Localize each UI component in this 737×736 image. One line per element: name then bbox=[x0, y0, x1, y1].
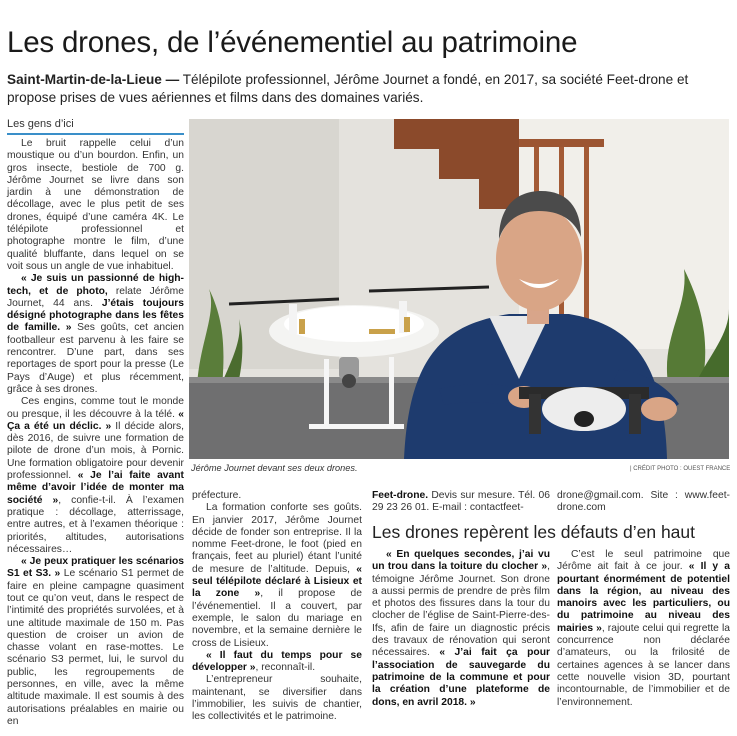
paragraph-text: , témoigne Jérôme Journet. Son drone a aussi permis de prendre de près film et photos des fissures dans la tour du clocher de l’église de Saint-Pierre-des-Ifs, afin de faire un diagnostic précis des travaux de rénovation qui seront nécessaires. bbox=[372, 561, 550, 659]
paragraph-text: , il propose de l’événementiel. Il a couvert, par exemple, le salon du mariage en novembre, et la semaine dernière le cross de Lisieux. bbox=[192, 588, 362, 649]
lead-text: Télépilote professionnel, Jérôme Journet a fondé, en 2017, sa société Feet-drone et propose prises de vues aériennes et films dans des domaines variés. bbox=[7, 72, 689, 105]
quote: « Je l’ai faite avant même d’avoir l’idée de monter ma société » bbox=[7, 470, 184, 506]
paragraph-text: Ses goûts, cet ancien footballeur est parvenu à les faire se rencontrer. D’une part, dans ses reportages de sport pour la presse (Le Pays d’Auge) et plus récemment, grâce à ses drones. bbox=[7, 322, 184, 395]
quote: « Je peux pratiquer les scénarios S1 et S3. » bbox=[7, 556, 184, 580]
paragraph bbox=[557, 490, 730, 515]
quote: « J’ai fait ça pour l’association de sauvegarde du patrimoine de la commune et pour la création d’une plateforme de dons, en avril 2018. » bbox=[372, 647, 550, 708]
quote: « Il faut du temps pour se développer » bbox=[192, 649, 362, 674]
quote: « Je suis un passionné de high-tech, et de photo, bbox=[7, 273, 184, 297]
dateline: Saint-Martin-de-la-Lieue — bbox=[7, 72, 180, 87]
quote: « seul télépilote déclaré à Lisieux et la zone » bbox=[192, 563, 362, 600]
paragraph-text: , confie-t-il. À l’examen pratique : décollage, atterrissage, entre autres, et à l’examen théorique : priorités, altitudes, autorisations nécessaires… bbox=[7, 494, 184, 555]
paragraph bbox=[192, 502, 362, 650]
column-4 bbox=[557, 549, 730, 709]
paragraph bbox=[192, 650, 362, 675]
paragraph-text: , reconnaît-il. bbox=[255, 662, 316, 674]
paragraph bbox=[192, 674, 362, 723]
paragraph bbox=[372, 549, 550, 709]
photo-illustration bbox=[189, 119, 729, 459]
article-headline: Les drones, de l’événementiel au patrimoine bbox=[7, 26, 578, 59]
paragraph-text: L’entrepreneur souhaite, maintenant, se diversifier dans l’immobilier, les suivis de chantier, les collectivités et le patrimoine. bbox=[192, 674, 362, 723]
paragraph-text: Il décide alors, dès 2016, de suivre une formation de pilote de drone d’un mois, à Pornic. Une formation obligatoire pour devenir professionnel. bbox=[7, 420, 184, 482]
paragraph bbox=[7, 556, 184, 728]
paragraph bbox=[7, 138, 184, 273]
contact-text: Devis sur mesure. Tél. 06 29 23 26 01. E-mail : contactfeet- bbox=[372, 490, 550, 514]
paragraph bbox=[192, 490, 362, 502]
sub-headline: Les drones repèrent les défauts d’en haut bbox=[372, 522, 695, 542]
contact-info-continued bbox=[557, 490, 730, 515]
quote: « Ça a été un déclic. » bbox=[7, 408, 184, 432]
paragraph-text: Le scénario S1 permet de faire en pleine campagne quasiment tout ce qu’on veut, dans le respect de l’intimité des propriétés survolées, et à une altitude maximale de 150 m. Pas question de croiser un avion de chasse volant en rase-mottes. Le scénario S3 permet, lui, le survol du public, les regroupements de personnes, en ville, avec la même altitude maximale. Il est soumis à des autorisations préalables en mairie ou en bbox=[7, 568, 184, 727]
paragraph-text: relate Jérôme Journet, 44 ans. bbox=[7, 285, 184, 309]
photo-credit: | CRÉDIT PHOTO : OUEST FRANCE bbox=[630, 466, 731, 472]
paragraph-text: Le bruit rappelle celui d’un moustique ou d’un bourdon. Enfin, un gros insecte, bestiole de 700 g. Jérôme Journet se livre dans son jardin à une démonstration de décollage, avec le plus petit de ses drones, équipé d’une caméra 4K. Le télépilote professionnel et photographe montre le film, d’une qualité bluffante, dans lequel on se voit sous un angle de vue inhabituel. bbox=[7, 138, 184, 272]
paragraph-text: préfecture. bbox=[192, 490, 242, 501]
paragraph-text: C’est le seul patrimoine que Jérôme ait fait à ce jour. bbox=[557, 549, 730, 573]
paragraph-text: La formation conforte ses goûts. En janvier 2017, Jérôme Journet décide de fonder son entreprise. Il la nomme Feet-drone, le foot (pied en français, feet au pluriel) étant l’unité de mesure de l’altitude. Depuis, bbox=[192, 502, 362, 575]
paragraph-text: , rajoute celui qui regrette la concurrence non déclarée d’amateurs, ou la frilosité de certaines agences à se lancer dans cette nouvelle vision 3D, pourtant incontournable, de l’immobilier et de l’environnement. bbox=[557, 622, 730, 708]
paragraph bbox=[7, 396, 184, 556]
company-name: Feet-drone. bbox=[372, 490, 429, 501]
column-2 bbox=[192, 490, 362, 724]
article-lead bbox=[7, 71, 732, 107]
paragraph bbox=[7, 273, 184, 396]
contact-info bbox=[372, 490, 550, 515]
column-3 bbox=[372, 549, 550, 709]
photo-caption: Jérôme Journet devant ses deux drones. bbox=[191, 463, 358, 473]
rubric-rule bbox=[7, 133, 184, 135]
contact-text: drone@gmail.com. Site : www.feet-drone.com bbox=[557, 490, 730, 514]
quote: J’étais toujours désigné photographe dans les fêtes de famille. » bbox=[7, 297, 184, 334]
quote: « En quelques secondes, j’ai vu un trou dans la toiture du clocher » bbox=[372, 549, 550, 573]
paragraph-text: Ces engins, comme tout le monde ou presque, il les découvre à la télé. bbox=[7, 396, 184, 420]
paragraph bbox=[557, 549, 730, 709]
section-rubric bbox=[7, 118, 184, 131]
article-photo bbox=[189, 119, 729, 459]
rubric-label: Les gens d’ici bbox=[7, 118, 74, 130]
paragraph bbox=[372, 490, 550, 515]
column-1 bbox=[7, 138, 184, 730]
quote: « Il y a pourtant énormément de potentiel dans la région, au niveau des manoirs avec les particuliers, ou du patrimoine au niveau des mairies » bbox=[557, 561, 730, 634]
